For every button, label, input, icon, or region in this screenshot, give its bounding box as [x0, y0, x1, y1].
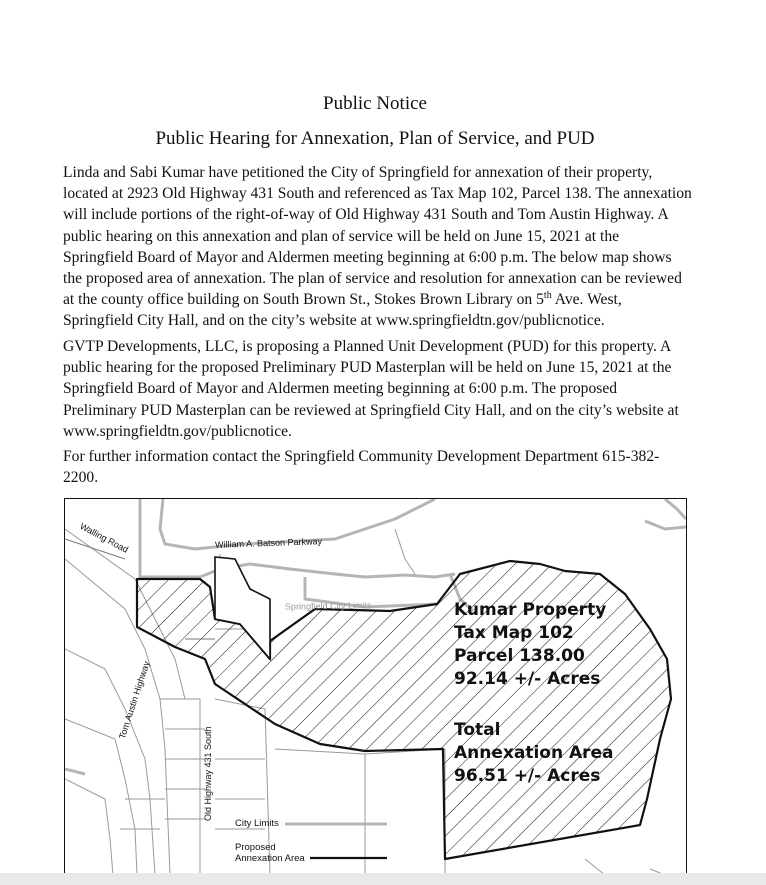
total-line-2: Annexation Area [454, 743, 614, 763]
walling-road-label: Walling Road [78, 521, 130, 555]
old-highway-label: Old Highway 431 South [203, 726, 213, 821]
contact-paragraph: For further information contact the Springfield Community Development Department 615-382-2200. [63, 448, 660, 487]
total-line-3: 96.51 +/- Acres [454, 766, 601, 786]
legend-proposed-line-2: Annexation Area [235, 853, 305, 864]
annexation-map [64, 498, 687, 876]
pud-paragraph: GVTP Developments, LLC, is proposing a Planned Unit Development (PUD) for this property. A public hearing for the proposed Preliminary PUD Masterplan will be held on June 15, 2021 at the Springfield Board of Mayor and Aldermen meeting beginning at 6:00 p.m. The proposed Preliminary PUD Masterplan can be reviewed at Springfield City Hall, and on the city’s website at www.springfieldtn.gov/publicnotice. [63, 338, 679, 440]
tom-austin-highway-label: Tom Austin Highway [117, 659, 152, 741]
legend-proposed-line-1: Proposed [235, 842, 276, 853]
annexation-paragraph [63, 162, 693, 332]
springfield-city-limits-label: Springfield City Limits [284, 600, 372, 612]
total-annexation-label [454, 719, 614, 788]
annexation-paragraph-text-end: Ave. West, Springfield City Hall, and on the city’s website at www.springfieldtn.gov/publicnotice. [63, 291, 622, 330]
property-line-1: Kumar Property [454, 600, 607, 620]
total-line-1: Total [454, 720, 501, 740]
batson-parkway-label: William A. Batson Parkway [214, 536, 323, 550]
legend-proposed-label [235, 842, 305, 864]
property-line-3: Parcel 138.00 [454, 646, 585, 666]
kumar-property-label [454, 599, 606, 691]
property-line-2: Tax Map 102 [454, 623, 574, 643]
annexation-paragraph-text: Linda and Sabi Kumar have petitioned the City of Springfield for annexation of their property, located at 2923 Old Highway 431 South and referenced as Tax Map 102, Parcel 138. The annexation will include portions of the right-of-way of Old Highway 431 South and Tom Austin Highway. A public hearing on this annexation and plan of service will be held on June 15, 2021 at the Springfield Board of Mayor and Aldermen meeting beginning at 6:00 p.m. The below map shows the proposed area of annexation. The plan of service and resolution for annexation can be reviewed at the county office building on South Brown St., Stokes Brown Library on 5 [63, 164, 692, 309]
ordinal-suffix: th [543, 290, 552, 302]
viewer-bottom-bar [0, 873, 766, 885]
page-subtitle: Public Hearing for Annexation, Plan of Service, and PUD [155, 128, 595, 149]
legend-city-limits-label: City Limits [235, 818, 279, 829]
property-line-4: 92.14 +/- Acres [454, 669, 601, 689]
page-title: Public Notice [323, 93, 427, 114]
